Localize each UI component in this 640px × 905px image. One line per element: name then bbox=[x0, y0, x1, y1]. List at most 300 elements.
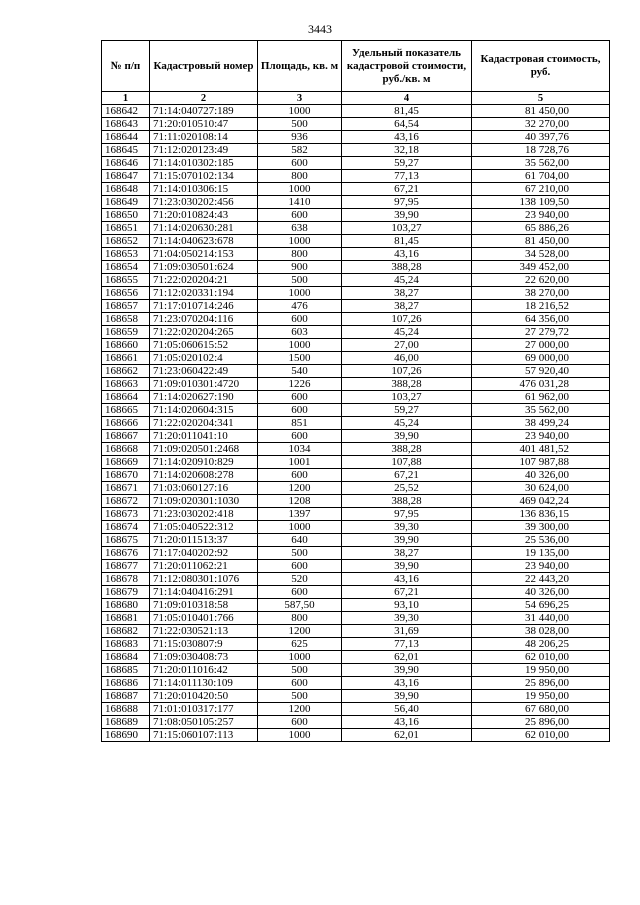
cell-unit-rate: 38,27 bbox=[342, 300, 472, 313]
table-row bbox=[102, 352, 610, 365]
cell-cadastral-cost: 19 950,00 bbox=[472, 690, 610, 703]
cell-row-number: 168643 bbox=[102, 118, 150, 131]
cell-cadastral-cost: 81 450,00 bbox=[472, 235, 610, 248]
cell-cadastral-cost: 23 940,00 bbox=[472, 430, 610, 443]
cell-row-number: 168662 bbox=[102, 365, 150, 378]
cell-cadastral-cost: 30 624,00 bbox=[472, 482, 610, 495]
cell-cadastral-number: 71:12:020123:49 bbox=[150, 144, 258, 157]
cell-cadastral-cost: 81 450,00 bbox=[472, 105, 610, 118]
cell-row-number: 168673 bbox=[102, 508, 150, 521]
cell-cadastral-cost: 65 886,26 bbox=[472, 222, 610, 235]
table-row bbox=[102, 690, 610, 703]
cell-cadastral-number: 71:23:070204:116 bbox=[150, 313, 258, 326]
cell-cadastral-number: 71:23:030202:418 bbox=[150, 508, 258, 521]
cell-area: 900 bbox=[258, 261, 342, 274]
cell-area: 1000 bbox=[258, 105, 342, 118]
cell-row-number: 168651 bbox=[102, 222, 150, 235]
cell-area: 1200 bbox=[258, 625, 342, 638]
cell-row-number: 168668 bbox=[102, 443, 150, 456]
table-row bbox=[102, 118, 610, 131]
cell-cadastral-number: 71:14:020630:281 bbox=[150, 222, 258, 235]
cell-row-number: 168687 bbox=[102, 690, 150, 703]
cell-unit-rate: 62,01 bbox=[342, 729, 472, 742]
cell-row-number: 168690 bbox=[102, 729, 150, 742]
cell-row-number: 168658 bbox=[102, 313, 150, 326]
table-row bbox=[102, 196, 610, 209]
cell-unit-rate: 39,30 bbox=[342, 521, 472, 534]
cell-cadastral-number: 71:05:020102:4 bbox=[150, 352, 258, 365]
cell-cadastral-cost: 34 528,00 bbox=[472, 248, 610, 261]
table-row bbox=[102, 625, 610, 638]
cell-cadastral-cost: 19 950,00 bbox=[472, 664, 610, 677]
cell-cadastral-cost: 54 696,25 bbox=[472, 599, 610, 612]
cell-cadastral-number: 71:23:030202:456 bbox=[150, 196, 258, 209]
cell-area: 1000 bbox=[258, 521, 342, 534]
cell-area: 1208 bbox=[258, 495, 342, 508]
cell-cadastral-number: 71:08:050105:257 bbox=[150, 716, 258, 729]
cell-cadastral-number: 71:20:010420:50 bbox=[150, 690, 258, 703]
cell-cadastral-cost: 476 031,28 bbox=[472, 378, 610, 391]
cell-area: 1500 bbox=[258, 352, 342, 365]
cell-unit-rate: 59,27 bbox=[342, 157, 472, 170]
cell-cadastral-number: 71:09:010318:58 bbox=[150, 599, 258, 612]
table-row bbox=[102, 365, 610, 378]
cell-area: 603 bbox=[258, 326, 342, 339]
cell-row-number: 168682 bbox=[102, 625, 150, 638]
table-row bbox=[102, 703, 610, 716]
cell-cadastral-cost: 64 356,00 bbox=[472, 313, 610, 326]
table-row bbox=[102, 131, 610, 144]
cell-unit-rate: 56,40 bbox=[342, 703, 472, 716]
cell-unit-rate: 81,45 bbox=[342, 235, 472, 248]
column-number: 4 bbox=[342, 92, 472, 105]
cell-cadastral-cost: 40 326,00 bbox=[472, 469, 610, 482]
cell-area: 638 bbox=[258, 222, 342, 235]
cell-row-number: 168669 bbox=[102, 456, 150, 469]
cell-row-number: 168654 bbox=[102, 261, 150, 274]
table-row bbox=[102, 560, 610, 573]
cell-cadastral-number: 71:14:020608:278 bbox=[150, 469, 258, 482]
cell-area: 625 bbox=[258, 638, 342, 651]
cell-cadastral-cost: 67 680,00 bbox=[472, 703, 610, 716]
cell-row-number: 168649 bbox=[102, 196, 150, 209]
table-row bbox=[102, 417, 610, 430]
cell-cadastral-cost: 23 940,00 bbox=[472, 209, 610, 222]
cell-unit-rate: 39,90 bbox=[342, 534, 472, 547]
cell-row-number: 168681 bbox=[102, 612, 150, 625]
cell-row-number: 168686 bbox=[102, 677, 150, 690]
cell-unit-rate: 43,16 bbox=[342, 716, 472, 729]
cell-area: 1000 bbox=[258, 235, 342, 248]
table-row bbox=[102, 599, 610, 612]
cell-cadastral-number: 71:09:020301:1030 bbox=[150, 495, 258, 508]
cell-cadastral-number: 71:22:020204:21 bbox=[150, 274, 258, 287]
cell-area: 600 bbox=[258, 209, 342, 222]
cell-cadastral-cost: 136 836,15 bbox=[472, 508, 610, 521]
cell-cadastral-number: 71:20:011041:10 bbox=[150, 430, 258, 443]
cell-cadastral-cost: 18 728,76 bbox=[472, 144, 610, 157]
cell-cadastral-number: 71:11:020108:14 bbox=[150, 131, 258, 144]
cell-row-number: 168665 bbox=[102, 404, 150, 417]
cell-area: 600 bbox=[258, 560, 342, 573]
table-row bbox=[102, 716, 610, 729]
table-row bbox=[102, 300, 610, 313]
table-row bbox=[102, 664, 610, 677]
cell-cadastral-number: 71:17:040202:92 bbox=[150, 547, 258, 560]
cell-area: 600 bbox=[258, 157, 342, 170]
cadastral-table bbox=[101, 40, 610, 742]
cell-area: 936 bbox=[258, 131, 342, 144]
cell-row-number: 168657 bbox=[102, 300, 150, 313]
cell-unit-rate: 77,13 bbox=[342, 638, 472, 651]
table-row bbox=[102, 326, 610, 339]
cell-row-number: 168675 bbox=[102, 534, 150, 547]
table-row bbox=[102, 651, 610, 664]
table-row bbox=[102, 482, 610, 495]
cell-cadastral-number: 71:22:020204:265 bbox=[150, 326, 258, 339]
cell-cadastral-cost: 25 536,00 bbox=[472, 534, 610, 547]
cell-row-number: 168667 bbox=[102, 430, 150, 443]
table-row bbox=[102, 261, 610, 274]
cell-cadastral-number: 71:14:040727:189 bbox=[150, 105, 258, 118]
cell-cadastral-cost: 57 920,40 bbox=[472, 365, 610, 378]
table-row bbox=[102, 508, 610, 521]
cell-area: 600 bbox=[258, 391, 342, 404]
cell-unit-rate: 77,13 bbox=[342, 170, 472, 183]
cell-cadastral-number: 71:05:060615:52 bbox=[150, 339, 258, 352]
cell-cadastral-cost: 107 987,88 bbox=[472, 456, 610, 469]
cell-area: 640 bbox=[258, 534, 342, 547]
cell-cadastral-cost: 27 000,00 bbox=[472, 339, 610, 352]
cell-area: 600 bbox=[258, 586, 342, 599]
cell-cadastral-number: 71:22:020204:341 bbox=[150, 417, 258, 430]
cell-row-number: 168645 bbox=[102, 144, 150, 157]
column-number: 2 bbox=[150, 92, 258, 105]
cell-row-number: 168679 bbox=[102, 586, 150, 599]
cell-area: 600 bbox=[258, 677, 342, 690]
cell-row-number: 168659 bbox=[102, 326, 150, 339]
cell-cadastral-cost: 62 010,00 bbox=[472, 651, 610, 664]
cell-unit-rate: 39,90 bbox=[342, 690, 472, 703]
cell-area: 1200 bbox=[258, 703, 342, 716]
table-row bbox=[102, 547, 610, 560]
cell-cadastral-cost: 61 962,00 bbox=[472, 391, 610, 404]
cell-unit-rate: 45,24 bbox=[342, 274, 472, 287]
table-row bbox=[102, 144, 610, 157]
cell-cadastral-number: 71:14:011130:109 bbox=[150, 677, 258, 690]
table-row bbox=[102, 430, 610, 443]
cell-area: 520 bbox=[258, 573, 342, 586]
cell-cadastral-number: 71:14:020604:315 bbox=[150, 404, 258, 417]
cell-cadastral-number: 71:05:040522:312 bbox=[150, 521, 258, 534]
table-row bbox=[102, 612, 610, 625]
table-column-number-row bbox=[102, 92, 610, 105]
cell-cadastral-cost: 18 216,52 bbox=[472, 300, 610, 313]
table-row bbox=[102, 534, 610, 547]
table-row bbox=[102, 521, 610, 534]
cell-cadastral-number: 71:23:060422:49 bbox=[150, 365, 258, 378]
table-row bbox=[102, 586, 610, 599]
cell-row-number: 168672 bbox=[102, 495, 150, 508]
cell-cadastral-number: 71:03:060127:16 bbox=[150, 482, 258, 495]
cell-cadastral-number: 71:09:030501:624 bbox=[150, 261, 258, 274]
cell-cadastral-cost: 69 000,00 bbox=[472, 352, 610, 365]
cell-row-number: 168676 bbox=[102, 547, 150, 560]
cell-cadastral-cost: 40 326,00 bbox=[472, 586, 610, 599]
table-row bbox=[102, 638, 610, 651]
cell-cadastral-cost: 31 440,00 bbox=[472, 612, 610, 625]
column-number: 3 bbox=[258, 92, 342, 105]
cell-row-number: 168684 bbox=[102, 651, 150, 664]
cell-area: 582 bbox=[258, 144, 342, 157]
cell-cadastral-cost: 23 940,00 bbox=[472, 560, 610, 573]
cell-area: 1000 bbox=[258, 183, 342, 196]
cell-unit-rate: 39,30 bbox=[342, 612, 472, 625]
cell-cadastral-number: 71:15:030807:9 bbox=[150, 638, 258, 651]
cell-cadastral-cost: 25 896,00 bbox=[472, 716, 610, 729]
table-header-row bbox=[102, 41, 610, 92]
cell-row-number: 168663 bbox=[102, 378, 150, 391]
cell-unit-rate: 107,26 bbox=[342, 313, 472, 326]
cell-area: 1000 bbox=[258, 651, 342, 664]
cell-row-number: 168666 bbox=[102, 417, 150, 430]
cell-row-number: 168652 bbox=[102, 235, 150, 248]
cell-row-number: 168671 bbox=[102, 482, 150, 495]
cell-cadastral-cost: 61 704,00 bbox=[472, 170, 610, 183]
cell-area: 1000 bbox=[258, 729, 342, 742]
cell-cadastral-number: 71:14:010306:15 bbox=[150, 183, 258, 196]
table-row bbox=[102, 248, 610, 261]
cell-cadastral-cost: 25 896,00 bbox=[472, 677, 610, 690]
cell-row-number: 168660 bbox=[102, 339, 150, 352]
cell-area: 1226 bbox=[258, 378, 342, 391]
cell-unit-rate: 67,21 bbox=[342, 469, 472, 482]
cell-cadastral-cost: 39 300,00 bbox=[472, 521, 610, 534]
table-row bbox=[102, 183, 610, 196]
cell-cadastral-cost: 35 562,00 bbox=[472, 157, 610, 170]
cell-unit-rate: 97,95 bbox=[342, 196, 472, 209]
cell-unit-rate: 388,28 bbox=[342, 495, 472, 508]
table-row bbox=[102, 170, 610, 183]
cell-unit-rate: 39,90 bbox=[342, 664, 472, 677]
cell-cadastral-number: 71:09:030408:73 bbox=[150, 651, 258, 664]
cell-area: 600 bbox=[258, 716, 342, 729]
table-row bbox=[102, 677, 610, 690]
table-body bbox=[102, 105, 610, 742]
cell-cadastral-cost: 19 135,00 bbox=[472, 547, 610, 560]
cell-row-number: 168670 bbox=[102, 469, 150, 482]
table-row bbox=[102, 235, 610, 248]
cell-area: 500 bbox=[258, 547, 342, 560]
cell-row-number: 168661 bbox=[102, 352, 150, 365]
cell-cadastral-cost: 27 279,72 bbox=[472, 326, 610, 339]
cell-unit-rate: 107,26 bbox=[342, 365, 472, 378]
cell-unit-rate: 43,16 bbox=[342, 131, 472, 144]
header-cadastral-cost: Кадастровая стоимость, руб. bbox=[472, 41, 610, 92]
header-area: Площадь, кв. м bbox=[258, 41, 342, 92]
header-cadastral-number: Кадастровый номер bbox=[150, 41, 258, 92]
cell-row-number: 168677 bbox=[102, 560, 150, 573]
cell-cadastral-number: 71:22:030521:13 bbox=[150, 625, 258, 638]
cell-cadastral-cost: 38 270,00 bbox=[472, 287, 610, 300]
cell-area: 800 bbox=[258, 170, 342, 183]
cell-row-number: 168688 bbox=[102, 703, 150, 716]
cell-cadastral-cost: 40 397,76 bbox=[472, 131, 610, 144]
cell-cadastral-number: 71:14:040623:678 bbox=[150, 235, 258, 248]
cell-area: 476 bbox=[258, 300, 342, 313]
cell-cadastral-number: 71:20:010510:47 bbox=[150, 118, 258, 131]
cell-area: 600 bbox=[258, 469, 342, 482]
cell-row-number: 168648 bbox=[102, 183, 150, 196]
cell-unit-rate: 388,28 bbox=[342, 378, 472, 391]
cell-unit-rate: 103,27 bbox=[342, 391, 472, 404]
cell-unit-rate: 39,90 bbox=[342, 430, 472, 443]
cell-unit-rate: 62,01 bbox=[342, 651, 472, 664]
cell-cadastral-number: 71:09:020501:2468 bbox=[150, 443, 258, 456]
header-row-number: № п/п bbox=[102, 41, 150, 92]
cell-area: 1410 bbox=[258, 196, 342, 209]
cell-unit-rate: 45,24 bbox=[342, 326, 472, 339]
column-number: 5 bbox=[472, 92, 610, 105]
cell-unit-rate: 59,27 bbox=[342, 404, 472, 417]
header-unit-rate: Удельный показатель кадастровой стоимости, руб./кв. м bbox=[342, 41, 472, 92]
table-row bbox=[102, 105, 610, 118]
cell-unit-rate: 25,52 bbox=[342, 482, 472, 495]
cell-row-number: 168650 bbox=[102, 209, 150, 222]
cell-area: 500 bbox=[258, 664, 342, 677]
cell-row-number: 168644 bbox=[102, 131, 150, 144]
cell-cadastral-number: 71:14:010302:185 bbox=[150, 157, 258, 170]
cell-cadastral-number: 71:14:020627:190 bbox=[150, 391, 258, 404]
cell-row-number: 168656 bbox=[102, 287, 150, 300]
cell-cadastral-cost: 38 028,00 bbox=[472, 625, 610, 638]
cell-unit-rate: 64,54 bbox=[342, 118, 472, 131]
cell-row-number: 168655 bbox=[102, 274, 150, 287]
cell-cadastral-cost: 35 562,00 bbox=[472, 404, 610, 417]
table-row bbox=[102, 443, 610, 456]
table-row bbox=[102, 573, 610, 586]
cell-row-number: 168683 bbox=[102, 638, 150, 651]
cell-cadastral-number: 71:20:010824:43 bbox=[150, 209, 258, 222]
cell-area: 540 bbox=[258, 365, 342, 378]
cell-area: 1000 bbox=[258, 287, 342, 300]
cell-cadastral-cost: 138 109,50 bbox=[472, 196, 610, 209]
cell-cadastral-cost: 67 210,00 bbox=[472, 183, 610, 196]
cell-unit-rate: 43,16 bbox=[342, 248, 472, 261]
cell-area: 1000 bbox=[258, 339, 342, 352]
cell-area: 600 bbox=[258, 313, 342, 326]
cell-unit-rate: 388,28 bbox=[342, 443, 472, 456]
cell-unit-rate: 43,16 bbox=[342, 677, 472, 690]
cell-area: 851 bbox=[258, 417, 342, 430]
cell-area: 500 bbox=[258, 274, 342, 287]
table-row bbox=[102, 391, 610, 404]
table-row bbox=[102, 378, 610, 391]
cell-unit-rate: 39,90 bbox=[342, 560, 472, 573]
cell-cadastral-number: 71:17:010714:246 bbox=[150, 300, 258, 313]
cell-cadastral-number: 71:01:010317:177 bbox=[150, 703, 258, 716]
cell-area: 800 bbox=[258, 248, 342, 261]
cell-area: 1200 bbox=[258, 482, 342, 495]
cell-unit-rate: 81,45 bbox=[342, 105, 472, 118]
cell-row-number: 168674 bbox=[102, 521, 150, 534]
cell-unit-rate: 43,16 bbox=[342, 573, 472, 586]
cell-area: 600 bbox=[258, 404, 342, 417]
table-row bbox=[102, 157, 610, 170]
cell-unit-rate: 38,27 bbox=[342, 547, 472, 560]
cell-row-number: 168646 bbox=[102, 157, 150, 170]
cell-unit-rate: 38,27 bbox=[342, 287, 472, 300]
cell-row-number: 168642 bbox=[102, 105, 150, 118]
table-row bbox=[102, 209, 610, 222]
cell-cadastral-cost: 469 042,24 bbox=[472, 495, 610, 508]
table-row bbox=[102, 339, 610, 352]
table-row bbox=[102, 313, 610, 326]
cell-cadastral-number: 71:12:020331:194 bbox=[150, 287, 258, 300]
cell-cadastral-number: 71:15:060107:113 bbox=[150, 729, 258, 742]
cell-area: 500 bbox=[258, 690, 342, 703]
cell-cadastral-cost: 62 010,00 bbox=[472, 729, 610, 742]
cell-unit-rate: 46,00 bbox=[342, 352, 472, 365]
column-number: 1 bbox=[102, 92, 150, 105]
table-row bbox=[102, 729, 610, 742]
cell-cadastral-cost: 349 452,00 bbox=[472, 261, 610, 274]
cell-unit-rate: 103,27 bbox=[342, 222, 472, 235]
cell-cadastral-number: 71:04:050214:153 bbox=[150, 248, 258, 261]
cell-cadastral-number: 71:20:011016:42 bbox=[150, 664, 258, 677]
cell-area: 587,50 bbox=[258, 599, 342, 612]
cell-cadastral-cost: 48 206,25 bbox=[472, 638, 610, 651]
cell-cadastral-cost: 401 481,52 bbox=[472, 443, 610, 456]
cell-cadastral-number: 71:12:080301:1076 bbox=[150, 573, 258, 586]
cell-unit-rate: 31,69 bbox=[342, 625, 472, 638]
page-number: 3443 bbox=[308, 22, 332, 36]
cell-unit-rate: 388,28 bbox=[342, 261, 472, 274]
cell-cadastral-number: 71:14:040416:291 bbox=[150, 586, 258, 599]
cell-unit-rate: 27,00 bbox=[342, 339, 472, 352]
cell-cadastral-number: 71:05:010401:766 bbox=[150, 612, 258, 625]
cell-cadastral-number: 71:20:011062:21 bbox=[150, 560, 258, 573]
table-row bbox=[102, 222, 610, 235]
cell-unit-rate: 32,18 bbox=[342, 144, 472, 157]
cell-cadastral-number: 71:20:011513:37 bbox=[150, 534, 258, 547]
cell-row-number: 168647 bbox=[102, 170, 150, 183]
cell-cadastral-number: 71:14:020910:829 bbox=[150, 456, 258, 469]
table-row bbox=[102, 274, 610, 287]
cell-cadastral-number: 71:09:010301:4720 bbox=[150, 378, 258, 391]
cell-area: 800 bbox=[258, 612, 342, 625]
cell-area: 1034 bbox=[258, 443, 342, 456]
cell-unit-rate: 67,21 bbox=[342, 586, 472, 599]
table-row bbox=[102, 469, 610, 482]
cell-area: 600 bbox=[258, 430, 342, 443]
cell-unit-rate: 45,24 bbox=[342, 417, 472, 430]
cell-row-number: 168689 bbox=[102, 716, 150, 729]
cell-area: 500 bbox=[258, 118, 342, 131]
cell-row-number: 168680 bbox=[102, 599, 150, 612]
cell-unit-rate: 93,10 bbox=[342, 599, 472, 612]
cell-area: 1001 bbox=[258, 456, 342, 469]
cell-cadastral-cost: 22 620,00 bbox=[472, 274, 610, 287]
cell-row-number: 168664 bbox=[102, 391, 150, 404]
table-row bbox=[102, 287, 610, 300]
cell-unit-rate: 39,90 bbox=[342, 209, 472, 222]
cell-row-number: 168678 bbox=[102, 573, 150, 586]
cell-unit-rate: 107,88 bbox=[342, 456, 472, 469]
cell-unit-rate: 67,21 bbox=[342, 183, 472, 196]
table-row bbox=[102, 495, 610, 508]
cell-cadastral-cost: 22 443,20 bbox=[472, 573, 610, 586]
